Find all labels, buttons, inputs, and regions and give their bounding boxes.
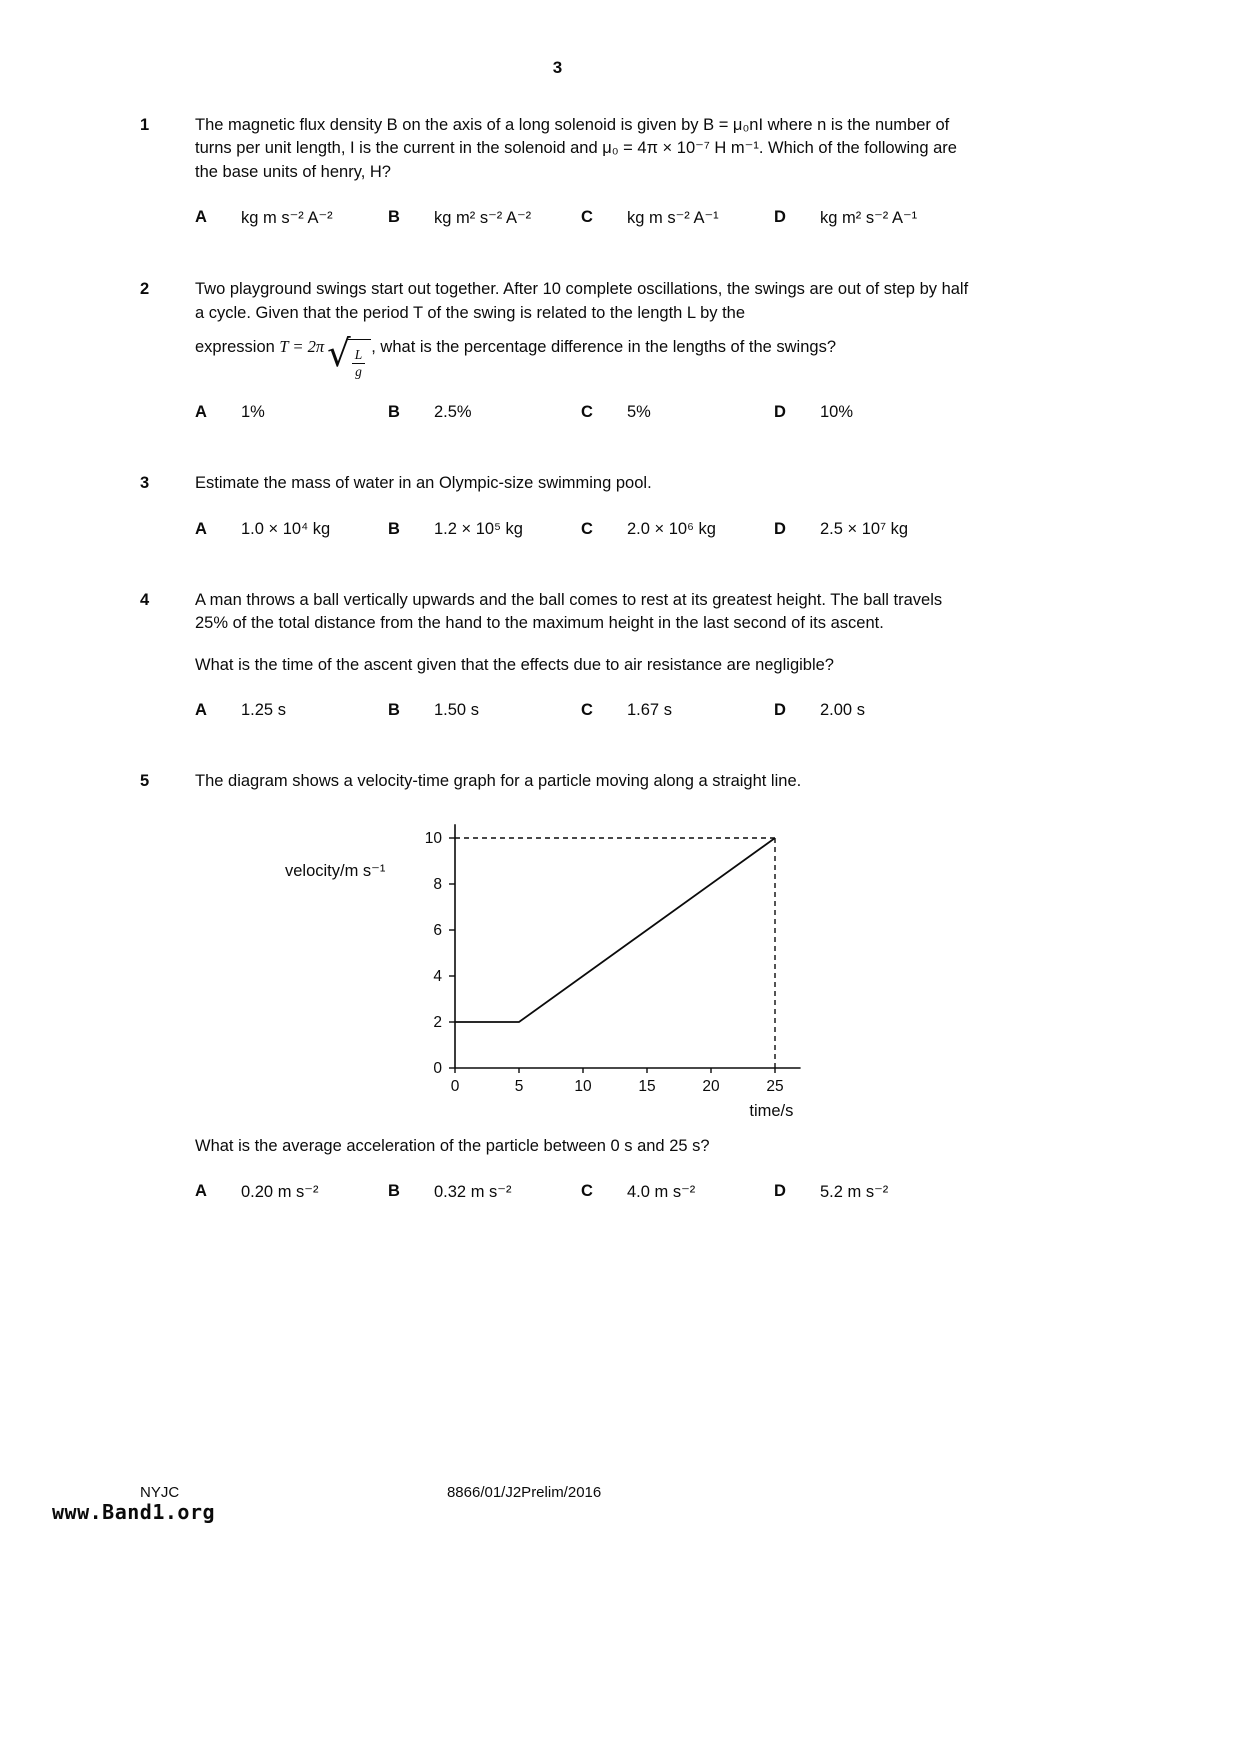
option-d	[774, 1182, 967, 1202]
question-2-text-after: , what is the percentage difference in the lengths of the swings?	[371, 338, 837, 357]
velocity-time-graph	[255, 808, 835, 1120]
sqrt-radical	[327, 332, 371, 380]
question-2-options	[195, 403, 975, 422]
option-a-value: kg m s⁻² A⁻²	[241, 209, 333, 228]
question-5	[140, 770, 975, 1252]
option-b-value: 2.5%	[434, 403, 472, 422]
page-content	[140, 58, 975, 1252]
question-3-options	[195, 520, 975, 539]
option-a-label: A	[195, 1181, 207, 1200]
option-d-label: D	[774, 701, 786, 720]
svg-text:0: 0	[433, 1059, 442, 1077]
option-a	[195, 520, 388, 539]
option-a	[195, 1182, 388, 1202]
option-b	[388, 520, 581, 539]
svg-text:25: 25	[766, 1077, 784, 1095]
option-b	[388, 1182, 581, 1202]
option-b-value: 1.2 × 10⁵ kg	[434, 519, 523, 538]
svg-text:time/s: time/s	[749, 1101, 794, 1120]
radical-body	[348, 339, 372, 379]
svg-text:8: 8	[433, 875, 442, 893]
page-footer	[140, 1484, 975, 1504]
question-1-number: 1	[140, 116, 150, 134]
option-d-label: D	[774, 208, 786, 227]
option-d-value: 10%	[820, 403, 854, 422]
velocity-time-graph-container	[255, 808, 975, 1125]
question-3-number: 3	[140, 474, 150, 493]
option-a	[195, 403, 388, 422]
question-3-body	[195, 472, 975, 588]
page-number: 3	[552, 58, 563, 77]
question-4	[140, 589, 975, 770]
fraction-l-over-g	[352, 348, 366, 379]
option-a-value: 0.20 m s⁻²	[241, 1182, 319, 1201]
option-d	[774, 403, 967, 422]
question-2-text: Two playground swings start out together. After 10 complete oscillations, the swings are out of step by half a cycle. Given that the period T of the swing is related to the length L by the	[195, 280, 969, 322]
question-5-options	[195, 1182, 975, 1202]
fraction-numerator: L	[352, 348, 366, 364]
expression-prefix: expression	[195, 338, 275, 357]
svg-text:0: 0	[450, 1077, 460, 1095]
option-d-value: 5.2 m s⁻²	[820, 1182, 889, 1201]
option-c	[581, 403, 774, 422]
option-a-label: A	[195, 519, 207, 538]
option-d	[774, 701, 967, 720]
question-1-options	[195, 208, 975, 228]
question-1	[140, 114, 975, 278]
option-d-label: D	[774, 519, 786, 538]
footer-paper-code: 8866/01/J2Prelim/2016	[446, 1484, 602, 1501]
option-b	[388, 208, 581, 228]
option-a-label: A	[195, 208, 207, 227]
option-c-label: C	[581, 519, 593, 538]
option-d-value: kg m² s⁻² A⁻¹	[820, 209, 918, 228]
question-1-body	[195, 114, 975, 278]
footer-school: NYJC	[140, 1484, 180, 1501]
question-2-number: 2	[140, 280, 150, 299]
option-b-label: B	[388, 519, 400, 538]
svg-text:5: 5	[514, 1077, 524, 1095]
option-a	[195, 208, 388, 228]
svg-text:20: 20	[702, 1077, 720, 1095]
option-d-label: D	[774, 1181, 786, 1200]
svg-text:2: 2	[433, 1013, 442, 1031]
svg-text:4: 4	[433, 967, 442, 985]
radical-symbol: √	[327, 332, 351, 376]
question-2	[140, 278, 975, 472]
svg-text:15: 15	[638, 1077, 656, 1095]
svg-text:10: 10	[424, 829, 442, 847]
option-c-label: C	[581, 403, 593, 422]
question-5-question: What is the average acceleration of the particle between 0 s and 25 s?	[195, 1136, 710, 1155]
option-d	[774, 520, 967, 539]
option-c	[581, 701, 774, 720]
question-4-question: What is the time of the ascent given that the effects due to air resistance are negligible?	[195, 655, 834, 674]
expression-lhs: T = 2π	[279, 337, 325, 357]
option-a-label: A	[195, 403, 207, 422]
option-c-label: C	[581, 701, 593, 720]
question-4-options	[195, 701, 975, 720]
option-c-value: 5%	[627, 403, 651, 422]
svg-text:velocity/m s⁻¹: velocity/m s⁻¹	[285, 861, 386, 880]
option-c-value: kg m s⁻² A⁻¹	[627, 209, 719, 228]
option-c	[581, 208, 774, 228]
option-b-label: B	[388, 1181, 400, 1200]
option-c-label: C	[581, 1181, 593, 1200]
option-d-label: D	[774, 403, 786, 422]
option-a-value: 1.0 × 10⁴ kg	[241, 519, 331, 538]
option-b-value: kg m² s⁻² A⁻²	[434, 209, 532, 228]
option-c	[581, 1182, 774, 1202]
question-5-text: The diagram shows a velocity-time graph for a particle moving along a straight line.	[195, 772, 802, 791]
question-1-text: The magnetic flux density B on the axis of a long solenoid is given by B = μ₀nI where n is the number of turns per unit length, I is the current in the solenoid and μ₀ = 4π × 10⁻⁷ H m⁻¹. Which of the following are the base units of henry, H?	[195, 116, 957, 181]
option-b	[388, 701, 581, 720]
question-2-expression-line	[195, 332, 975, 380]
option-a-value: 1%	[241, 403, 265, 422]
option-b-label: B	[388, 701, 400, 720]
question-3	[140, 472, 975, 588]
option-b	[388, 403, 581, 422]
question-4-body	[195, 589, 975, 770]
option-b-value: 0.32 m s⁻²	[434, 1182, 512, 1201]
svg-text:6: 6	[433, 921, 442, 939]
option-b-value: 1.50 s	[434, 701, 479, 720]
question-3-text: Estimate the mass of water in an Olympic-size swimming pool.	[195, 474, 652, 493]
option-b-label: B	[388, 208, 400, 227]
option-b-label: B	[388, 403, 400, 422]
option-a-label: A	[195, 701, 207, 720]
question-4-text: A man throws a ball vertically upwards and the ball comes to rest at its greatest height. The ball travels 25% of the total distance from the hand to the maximum height in the last second of its ascent.	[195, 590, 943, 633]
option-d-value: 2.00 s	[820, 701, 865, 720]
option-c-label: C	[581, 208, 593, 227]
option-a-value: 1.25 s	[241, 701, 286, 720]
question-4-number: 4	[140, 590, 150, 609]
option-d-value: 2.5 × 10⁷ kg	[820, 519, 909, 538]
watermark-url: www.Band1.org	[52, 1500, 216, 1524]
option-a	[195, 701, 388, 720]
option-d	[774, 208, 967, 228]
fraction-denominator: g	[355, 364, 362, 380]
option-c-value: 1.67 s	[627, 701, 672, 720]
option-c-value: 2.0 × 10⁶ kg	[627, 519, 716, 538]
question-5-body	[195, 770, 975, 1252]
question-5-number: 5	[140, 772, 150, 791]
svg-text:10: 10	[574, 1077, 592, 1095]
option-c	[581, 520, 774, 539]
option-c-value: 4.0 m s⁻²	[627, 1182, 696, 1201]
question-2-body	[195, 278, 975, 472]
